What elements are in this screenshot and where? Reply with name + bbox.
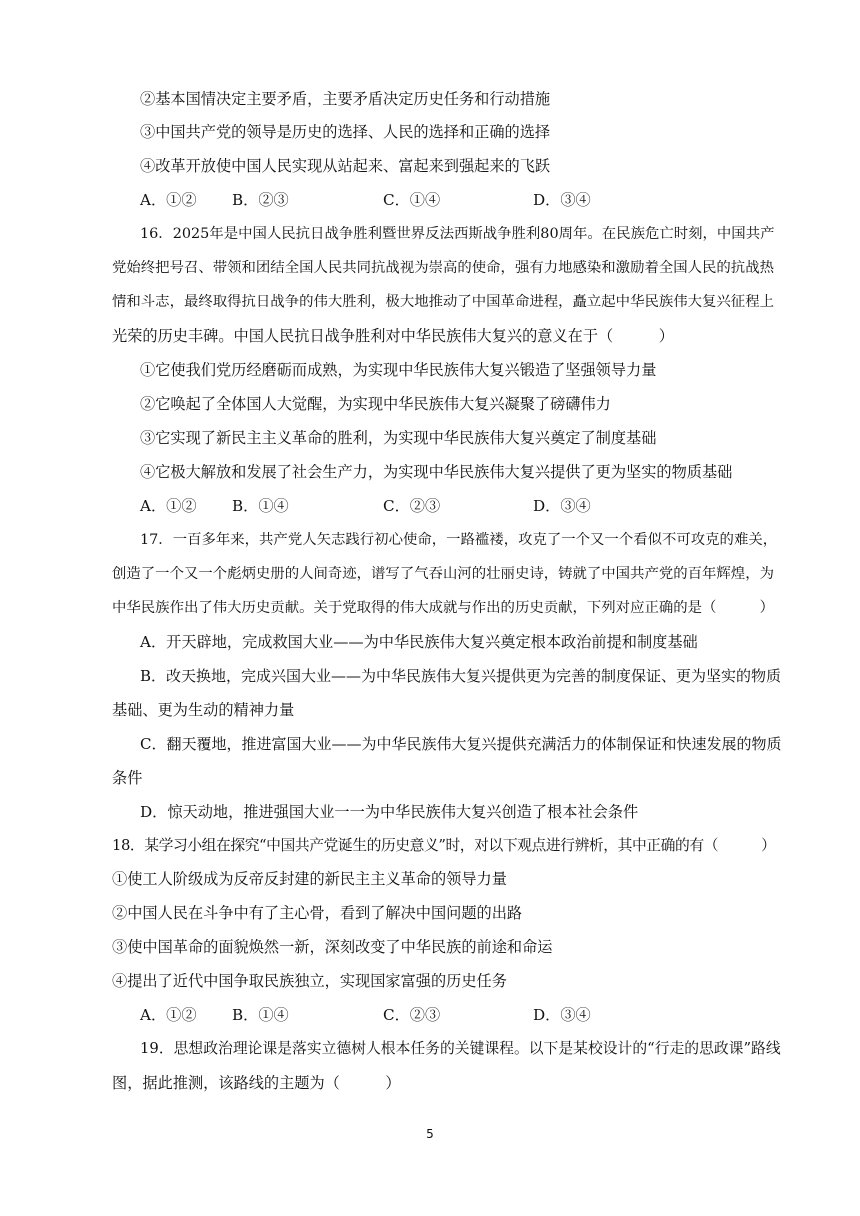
q18-statement-2: ②中国人民在斗争中有了主心骨，看到了解决中国问题的出路	[112, 904, 523, 922]
q17-option-d: D．惊天动地，推进强国大业一一为中华民族伟大复兴创造了根本社会条件	[140, 803, 639, 821]
q17-stem-line-3: 中华民族作出了伟大历史贡献。关于党取得的伟大成就与作出的历史贡献，下列对应正确的是（ ）	[112, 600, 774, 616]
q19-stem-line-2: 图，据此推测，该路线的主题为（ ）	[112, 1074, 401, 1092]
q16-statement-1: ①它使我们党历经磨砺而成熟，为实现中华民族伟大复兴锻造了坚强领导力量	[140, 361, 657, 379]
q16-option-c: C．②③	[383, 497, 441, 515]
q15-option-d: D．③④	[533, 191, 591, 209]
q16-stem-line-3: 情和斗志，最终取得抗日战争的伟大胜利，极大地推动了中国革命进程，矗立起中华民族伟大复兴征程上	[112, 294, 774, 310]
q18-statement-4: ④提出了近代中国争取民族独立，实现国家富强的历史任务	[112, 972, 507, 990]
q15-statement-3: ③中国共产党的领导是历史的选择、人民的选择和正确的选择	[140, 123, 551, 141]
q16-stem-line-1: 16．2025年是中国人民抗日战争胜利暨世界反法西斯战争胜利80周年。在民族危亡时刻，中国共产	[140, 226, 775, 242]
q16-option-a: A．①②	[140, 497, 197, 515]
q17-option-c: C．翻天覆地，推进富国大业——为中华民族伟大复兴提供充满活力的体制保证和快速发展的物质	[140, 735, 782, 753]
q15-option-a: A．①②	[140, 191, 197, 209]
q17-stem-line-2: 创造了一个又一个彪炳史册的人间奇迹，谱写了气吞山河的壮丽史诗，铸就了中国共产党的百年辉煌，为	[112, 566, 774, 582]
q18-statement-3: ③使中国革命的面貌焕然一新，深刻改变了中华民族的前途和命运	[112, 938, 553, 956]
q19-stem-line-1: 19．思想政治理论课是落实立德树人根本任务的关键课程。以下是某校设计的“行走的思政课”路线	[140, 1040, 781, 1057]
q15-option-b: B．②③	[232, 191, 289, 209]
q16-stem-line-4: 光荣的历史丰碑。中国人民抗日战争胜利对中华民族伟大复兴的意义在于（ ）	[112, 327, 674, 345]
q17-option-b: B．改天换地，完成兴国大业——为中华民族伟大复兴提供更为完善的制度保证、更为坚实的物质	[140, 667, 782, 685]
q17-option-b-cont: 基础、更为生动的精神力量	[112, 701, 295, 719]
q15-statement-2: ②基本国情决定主要矛盾，主要矛盾决定历史任务和行动措施	[140, 90, 551, 108]
q16-stem-line-2: 党始终把号召、带领和团结全国人民共同抗战视为崇高的使命，强有力地感染和激励着全国人民的抗战热	[112, 260, 774, 276]
q18-option-a: A．①②	[140, 1006, 197, 1024]
q18-option-b: B．①④	[232, 1006, 289, 1024]
q15-option-c: C．①④	[383, 191, 441, 209]
q16-option-b: B．①④	[232, 497, 289, 515]
q18-stem: 18．某学习小组在探究“中国共产党诞生的历史意义”时，对以下观点进行辨析，其中正确的有（ ）	[112, 837, 776, 854]
q18-statement-1: ①使工人阶级成为反帝反封建的新民主主义革命的领导力量	[112, 870, 507, 888]
q16-option-d: D．③④	[533, 497, 591, 515]
q16-statement-3: ③它实现了新民主主义革命的胜利，为实现中华民族伟大复兴奠定了制度基础	[140, 429, 657, 447]
q17-option-c-cont: 条件	[112, 769, 143, 787]
q16-statement-4: ④它极大解放和发展了社会生产力，为实现中华民族伟大复兴提供了更为坚实的物质基础	[140, 463, 733, 481]
page-number: 5	[426, 1127, 434, 1141]
q15-statement-4: ④改革开放使中国人民实现从站起来、富起来到强起来的飞跃	[140, 157, 551, 175]
q18-option-d: D．③④	[533, 1006, 591, 1024]
q17-option-a: A．开天辟地，完成救国大业——为中华民族伟大复兴奠定根本政治前提和制度基础	[140, 633, 698, 651]
q17-stem-line-1: 17．一百多年来，共产党人矢志践行初心使命，一路褴褛，攻克了一个又一个看似不可攻克的难关，	[140, 532, 778, 548]
q16-statement-2: ②它唤起了全体国人大觉醒，为实现中华民族伟大复兴凝聚了磅礴伟力	[140, 395, 611, 413]
q18-option-c: C．②③	[383, 1006, 441, 1024]
